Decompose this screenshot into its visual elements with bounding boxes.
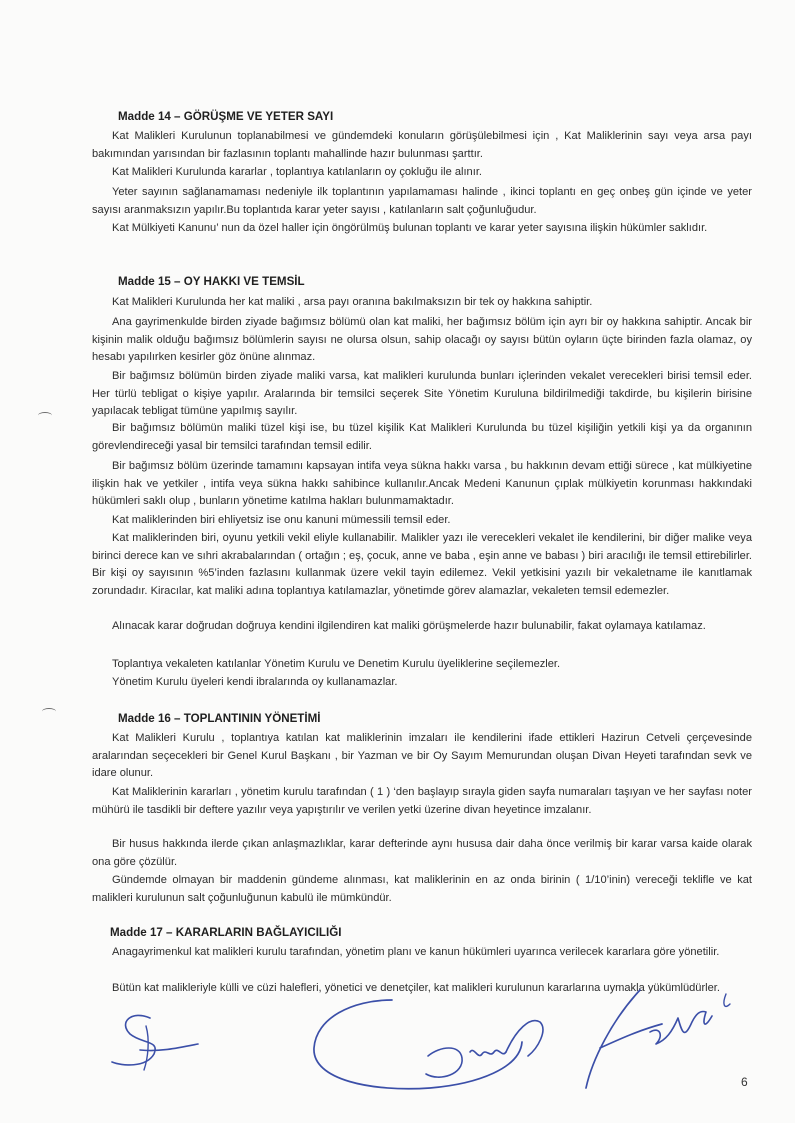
signature-1	[112, 1015, 198, 1070]
signature-3	[586, 990, 730, 1088]
paragraph: Anagayrimenkul kat malikleri kurulu tarafından, yönetim planı ve kanun hükümleri uyarınca verilecek kararlara göre yönetilir.	[112, 946, 720, 958]
signature-2	[314, 1000, 543, 1089]
punch-hole-mark	[38, 412, 52, 419]
paragraph: Yeter sayının sağlanamaması nedeniyle ilk toplantının yapılamaması halinde , ikinci toplantı en geç onbeş gün içinde ve yeter sayısı aranmaksızın yapılır.Bu toplantıda karar yeter sayısı , katılanların salt çoğunluğudur.	[92, 186, 752, 216]
paragraph: Bütün kat malikleriyle külli ve cüzi halefleri, yönetici ve denetçiler, kat malikleri kurulunun kararlarına uymakla yükümlüdürler.	[112, 982, 720, 994]
paragraph: Yönetim Kurulu üyeleri kendi ibralarında oy kullanamazlar.	[112, 676, 398, 688]
page-number: 6	[741, 1075, 748, 1089]
paragraph: Bir bağımsız bölümün maliki tüzel kişi ise, bu tüzel kişilik Kat Malikleri Kurulunda bu tüzel kişiliğin yetkili kişi ya da organının görevlendireceği yasal bir temsilci tarafından temsil edilir.	[92, 422, 752, 452]
section-title-madde-17: Madde 17 – KARARLARIN BAĞLAYICILIĞI	[110, 926, 342, 939]
paragraph: Toplantıya vekaleten katılanlar Yönetim Kurulu ve Denetim Kurulu üyeliklerine seçilemezler.	[112, 658, 561, 670]
paragraph: Kat Mülkiyeti Kanunu’ nun da özel haller için öngörülmüş bulunan toplantı ve karar yeter sayısına ilişkin hükümler saklıdır.	[112, 222, 708, 234]
signatures	[0, 960, 795, 1123]
paragraph: Gündemde olmayan bir maddenin gündeme alınması, kat maliklerinin en az onda birinin ( 1/10’inin) vereceği teklifle ve kat malikleri kurulunun salt çoğunluğunun kabulü ile mümkündür.	[92, 874, 752, 904]
paragraph: Kat maliklerinden biri ehliyetsiz ise onu kanuni mümessili temsil eder.	[112, 514, 451, 526]
paragraph: Ana gayrimenkulde birden ziyade bağımsız bölümü olan kat maliki, her bağımsız bölüm için ayrı bir oy hakkına sahiptir. Ancak bir kişinin malik olduğu bağımsız bölümlerin sayısı ne olursa olsun, sahip olacağı oy sayısı bütün oyların üçte birinden fazla olamaz, oy hesabı yapılırken kesirler göz önüne alınmaz.	[92, 316, 752, 364]
paragraph: Kat Malikleri Kurulunun toplanabilmesi ve gündemdeki konuların görüşülebilmesi için , Kat Maliklerinin sayı veya arsa payı bakımından yarısından bir fazlasının toplantı mahallinde hazır bulunması şarttır.	[92, 130, 752, 160]
section-title-madde-14: Madde 14 – GÖRÜŞME VE YETER SAYI	[118, 110, 334, 123]
paragraph: Kat Malikleri Kurulu , toplantıya katılan kat maliklerinin imzaları ile kendilerini ifade ettikleri Hazirun Cetveli çerçevesinde aralarından seçecekleri bir Genel Kurul Başkanı , bir Yazman ve bir Oy Sayım Memurundan oluşan Divan Heyeti tarafından sevk ve idare olunur.	[92, 732, 752, 780]
paragraph: Kat Malikleri Kurulunda her kat maliki , arsa payı oranına bakılmaksızın bir tek oy hakkına sahiptir.	[112, 296, 593, 308]
paragraph: Alınacak karar doğrudan doğruya kendini ilgilendiren kat maliki görüşmelerde hazır bulunabilir, fakat oylamaya katılamaz.	[112, 620, 706, 632]
paragraph: Bir bağımsız bölümün birden ziyade maliki varsa, kat malikleri kurulunda bunları içlerinden vekalet verecekleri birisi temsil eder. Her türlü tebligat o kişiye yapılır. Aralarında bir temsilci seçerek Site Yönetim Kuruluna bildirilmediği takdirde, bu kişilerin birisine yapılacak tebligat tümüne yapılmış sayılır.	[92, 370, 752, 418]
paragraph: Kat maliklerinden biri, oyunu yetkili vekil eliyle kullanabilir. Malikler yazı ile verecekleri vekalet ile kendilerini, bir diğer malike veya birinci derece kan ve sıhri akrabalarından ( ortağın ; eş, çocuk, anne ve baba , eşin anne ve babası ) biri aracılığı ile temsil ettirebilirler. Bir kişi oy sayısının %5’inden fazlasını kullanmak üzere vekil tayin edilemez. Vekil yetkisini yazılı bir vekaletname ile kanıtlamak zorundadır. Kiracılar, kat maliki adına toplantıya katılamazlar, yönetimde görev alamazlar, vekaleten temsil edemezler.	[92, 532, 752, 597]
punch-hole-mark	[42, 708, 56, 715]
section-title-madde-16: Madde 16 – TOPLANTININ YÖNETİMİ	[118, 712, 321, 725]
paragraph: Kat Malikleri Kurulunda kararlar , toplantıya katılanların oy çokluğu ile alınır.	[112, 166, 482, 178]
paragraph: Kat Maliklerinin kararları , yönetim kurulu tarafından ( 1 ) ‘den başlayıp sırayla giden sayfa numaraları taşıyan ve her sayfası noter mühürü ile tasdikli bir deftere yazılır veya yapıştırılır ve verilen yetki üzerine divan heyetince imzalanır.	[92, 786, 752, 816]
section-title-madde-15: Madde 15 – OY HAKKI VE TEMSİL	[118, 275, 305, 288]
paragraph: Bir husus hakkında ilerde çıkan anlaşmazlıklar, karar defterinde aynı hususa dair daha önce verilmiş bir karar varsa kaide olarak ona göre çözülür.	[92, 838, 752, 868]
paragraph: Bir bağımsız bölüm üzerinde tamamını kapsayan intifa veya sükna hakkı varsa , bu hakkının devam ettiği sürece , kat mülkiyetine ilişkin hak ve yetkiler , intifa veya sükna hakkı sahibince kullanılır.Ancak Medeni Kanunun çıplak mülkiyetin korunması hakkındaki hükümleri saklı olup , bunların yönetime katılma hakları bulunmamaktadır.	[92, 460, 752, 508]
